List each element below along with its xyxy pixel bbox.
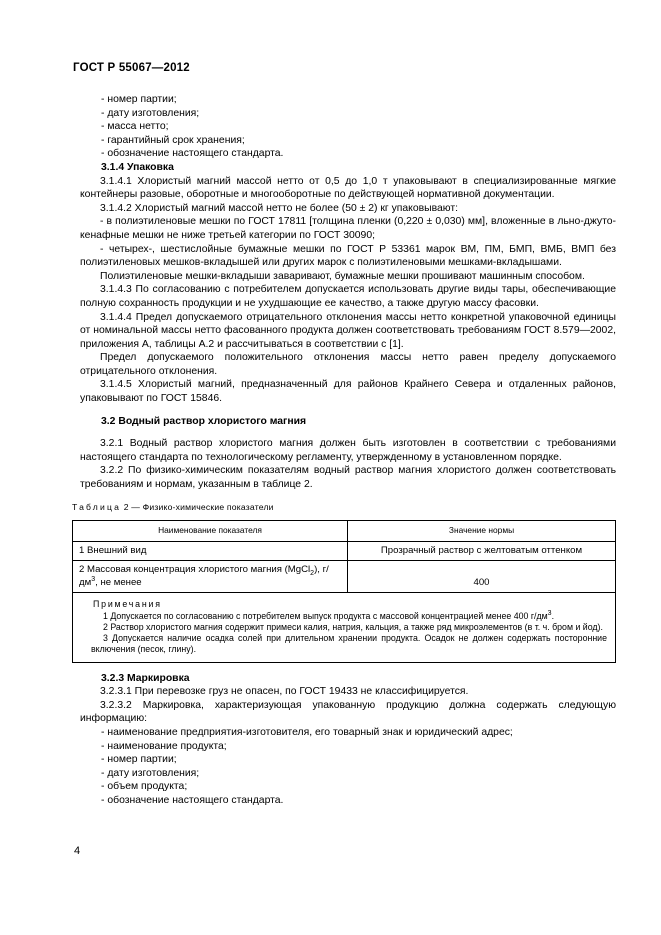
table-notes-row (73, 593, 616, 662)
table-header-row (73, 521, 616, 542)
paragraph: 3.2.2 По физико-химическим показателям водный раствор магния хлористого должен соответствовать требованиям и нормам, указанным в таблице 2. (80, 465, 616, 491)
list-item: - гарантийный срок хранения; (101, 134, 245, 146)
note-item: 2 Раствор хлористого магния содержит примеси калия, натрия, кальция, а также ряд микроэлементов (в т. ч. бром и йод). (103, 621, 603, 632)
paragraph: - четырех-, шестислойные бумажные мешки по ГОСТ Р 53361 марок ВМ, ПМ, БМП, ВМБ, ВМП без полиэтиленовых мешков-вкладышей или других марок с полиэтиленовыми мешками-вкладышами. (80, 243, 616, 269)
paragraph: 3.2.3.1 При перевозке груз не опасен, по ГОСТ 19433 не классифицируется. (100, 686, 469, 698)
list-item: - дату изготовления; (101, 107, 200, 119)
column-header: Значение нормы (348, 521, 616, 542)
list-item: - обозначение настоящего стандарта. (101, 148, 284, 160)
table-cell: 400 (348, 561, 616, 593)
paragraph: 3.1.4.4 Предел допускаемого отрицательного отклонения массы нетто конкретной упаковочной единицы от номинальной массы нетто фасованного продукта должен соответствовать требованиям ГОСТ 8.579—2002, приложения А, таблицы А.2 и рассчитываться в соответствии с [1]. (80, 311, 616, 350)
table-cell: 2 Массовая концентрация хлористого магния (MgCl$_2$), $г/дм^3$, не менее (73, 561, 348, 593)
paragraph: - в полиэтиленовые мешки по ГОСТ 17811 [толщина пленки (0,220 ± 0,030) мм], вложенные в льно-джуто-кенафные мешки не ниже третьей категории по ГОСТ 30090; (80, 216, 616, 241)
paragraph: 3.1.4.1 Хлористый магний массой нетто от 0,5 до 1,0 т упаковывают в специализированные мягкие контейнеры разовые, оборотные и многооборотные по действующей нормативной документации. (80, 175, 616, 201)
column-header: Наименование показателя (73, 521, 348, 542)
list-item: - номер партии; (101, 94, 177, 105)
paragraph: 3.1.4.2 Хлористый магний массой нетто не более (50 ± 2) кг упаковывают: (100, 202, 459, 214)
list-item: - масса нетто; (101, 121, 169, 133)
paragraph: 3.2.3.2 Маркировка, характеризующая упакованную продукцию должна содержать следующую информацию: (80, 699, 616, 725)
paragraph: 3.1.4.3 По согласованию с потребителем допускается использовать другие виды тары, обеспечивающие полную сохранность продукции и не ухудшающие ее качество, а также другую массу фасовки. (80, 284, 616, 309)
table-row (73, 561, 616, 593)
section-heading: 3.2 Водный раствор хлористого магния (101, 415, 307, 427)
section-heading: 3.1.4 Упаковка (101, 161, 174, 173)
page-header: ГОСТ Р 55067—2012 (73, 62, 190, 74)
table-caption-text: 2 — Физико-химические показатели (123, 501, 274, 512)
list-item: - объем продукта; (101, 781, 188, 793)
table-cell: Прозрачный раствор с желтоватым оттенком (348, 541, 616, 561)
note-item: 3 Допускается наличие осадка солей при длительном хранении продукта. Осадок не должен содержать посторонние включения (песок, глину). (91, 633, 607, 655)
table-physchem (72, 520, 616, 662)
page-number: 4 (74, 845, 81, 857)
note-item: 1 Допускается по согласованию с потребителем выпуск продукта с массовой концентрацией менее 400 $г/дм^3$. (103, 609, 555, 621)
list-item: - дату изготовления; (101, 767, 200, 779)
paragraph: 3.2.1 Водный раствор хлористого магния должен быть изготовлен в соответствии с требованиями настоящего стандарта по технологическому регламенту, утвержденному в установленном порядке. (80, 438, 616, 463)
table-caption (72, 501, 616, 515)
section-heading: 3.2.3 Маркировка (101, 672, 190, 684)
table-row (73, 541, 616, 561)
table-notes (73, 593, 616, 662)
table-cell: 1 Внешний вид (73, 541, 348, 561)
page-content (72, 93, 616, 808)
notes-title: Примечания (93, 599, 162, 610)
list-item: - наименование продукта; (101, 740, 227, 752)
paragraph: Предел допускаемого положительного отклонения массы нетто равен пределу допускаемого отрицательного отклонения. (80, 352, 616, 377)
paragraph: 3.1.4.5 Хлористый магний, предназначенный для районов Крайнего Севера и отдаленных районов, упаковывают по ГОСТ 15846. (80, 379, 616, 405)
list-item: - наименование предприятия-изготовителя, его товарный знак и юридический адрес; (101, 727, 513, 739)
paragraph: Полиэтиленовые мешки-вкладыши заваривают, бумажные мешки прошивают машинным способом. (100, 270, 585, 282)
list-item: - номер партии; (101, 754, 177, 766)
list-item: - обозначение настоящего стандарта. (101, 795, 284, 807)
table-caption-label: Таблица (72, 501, 122, 512)
